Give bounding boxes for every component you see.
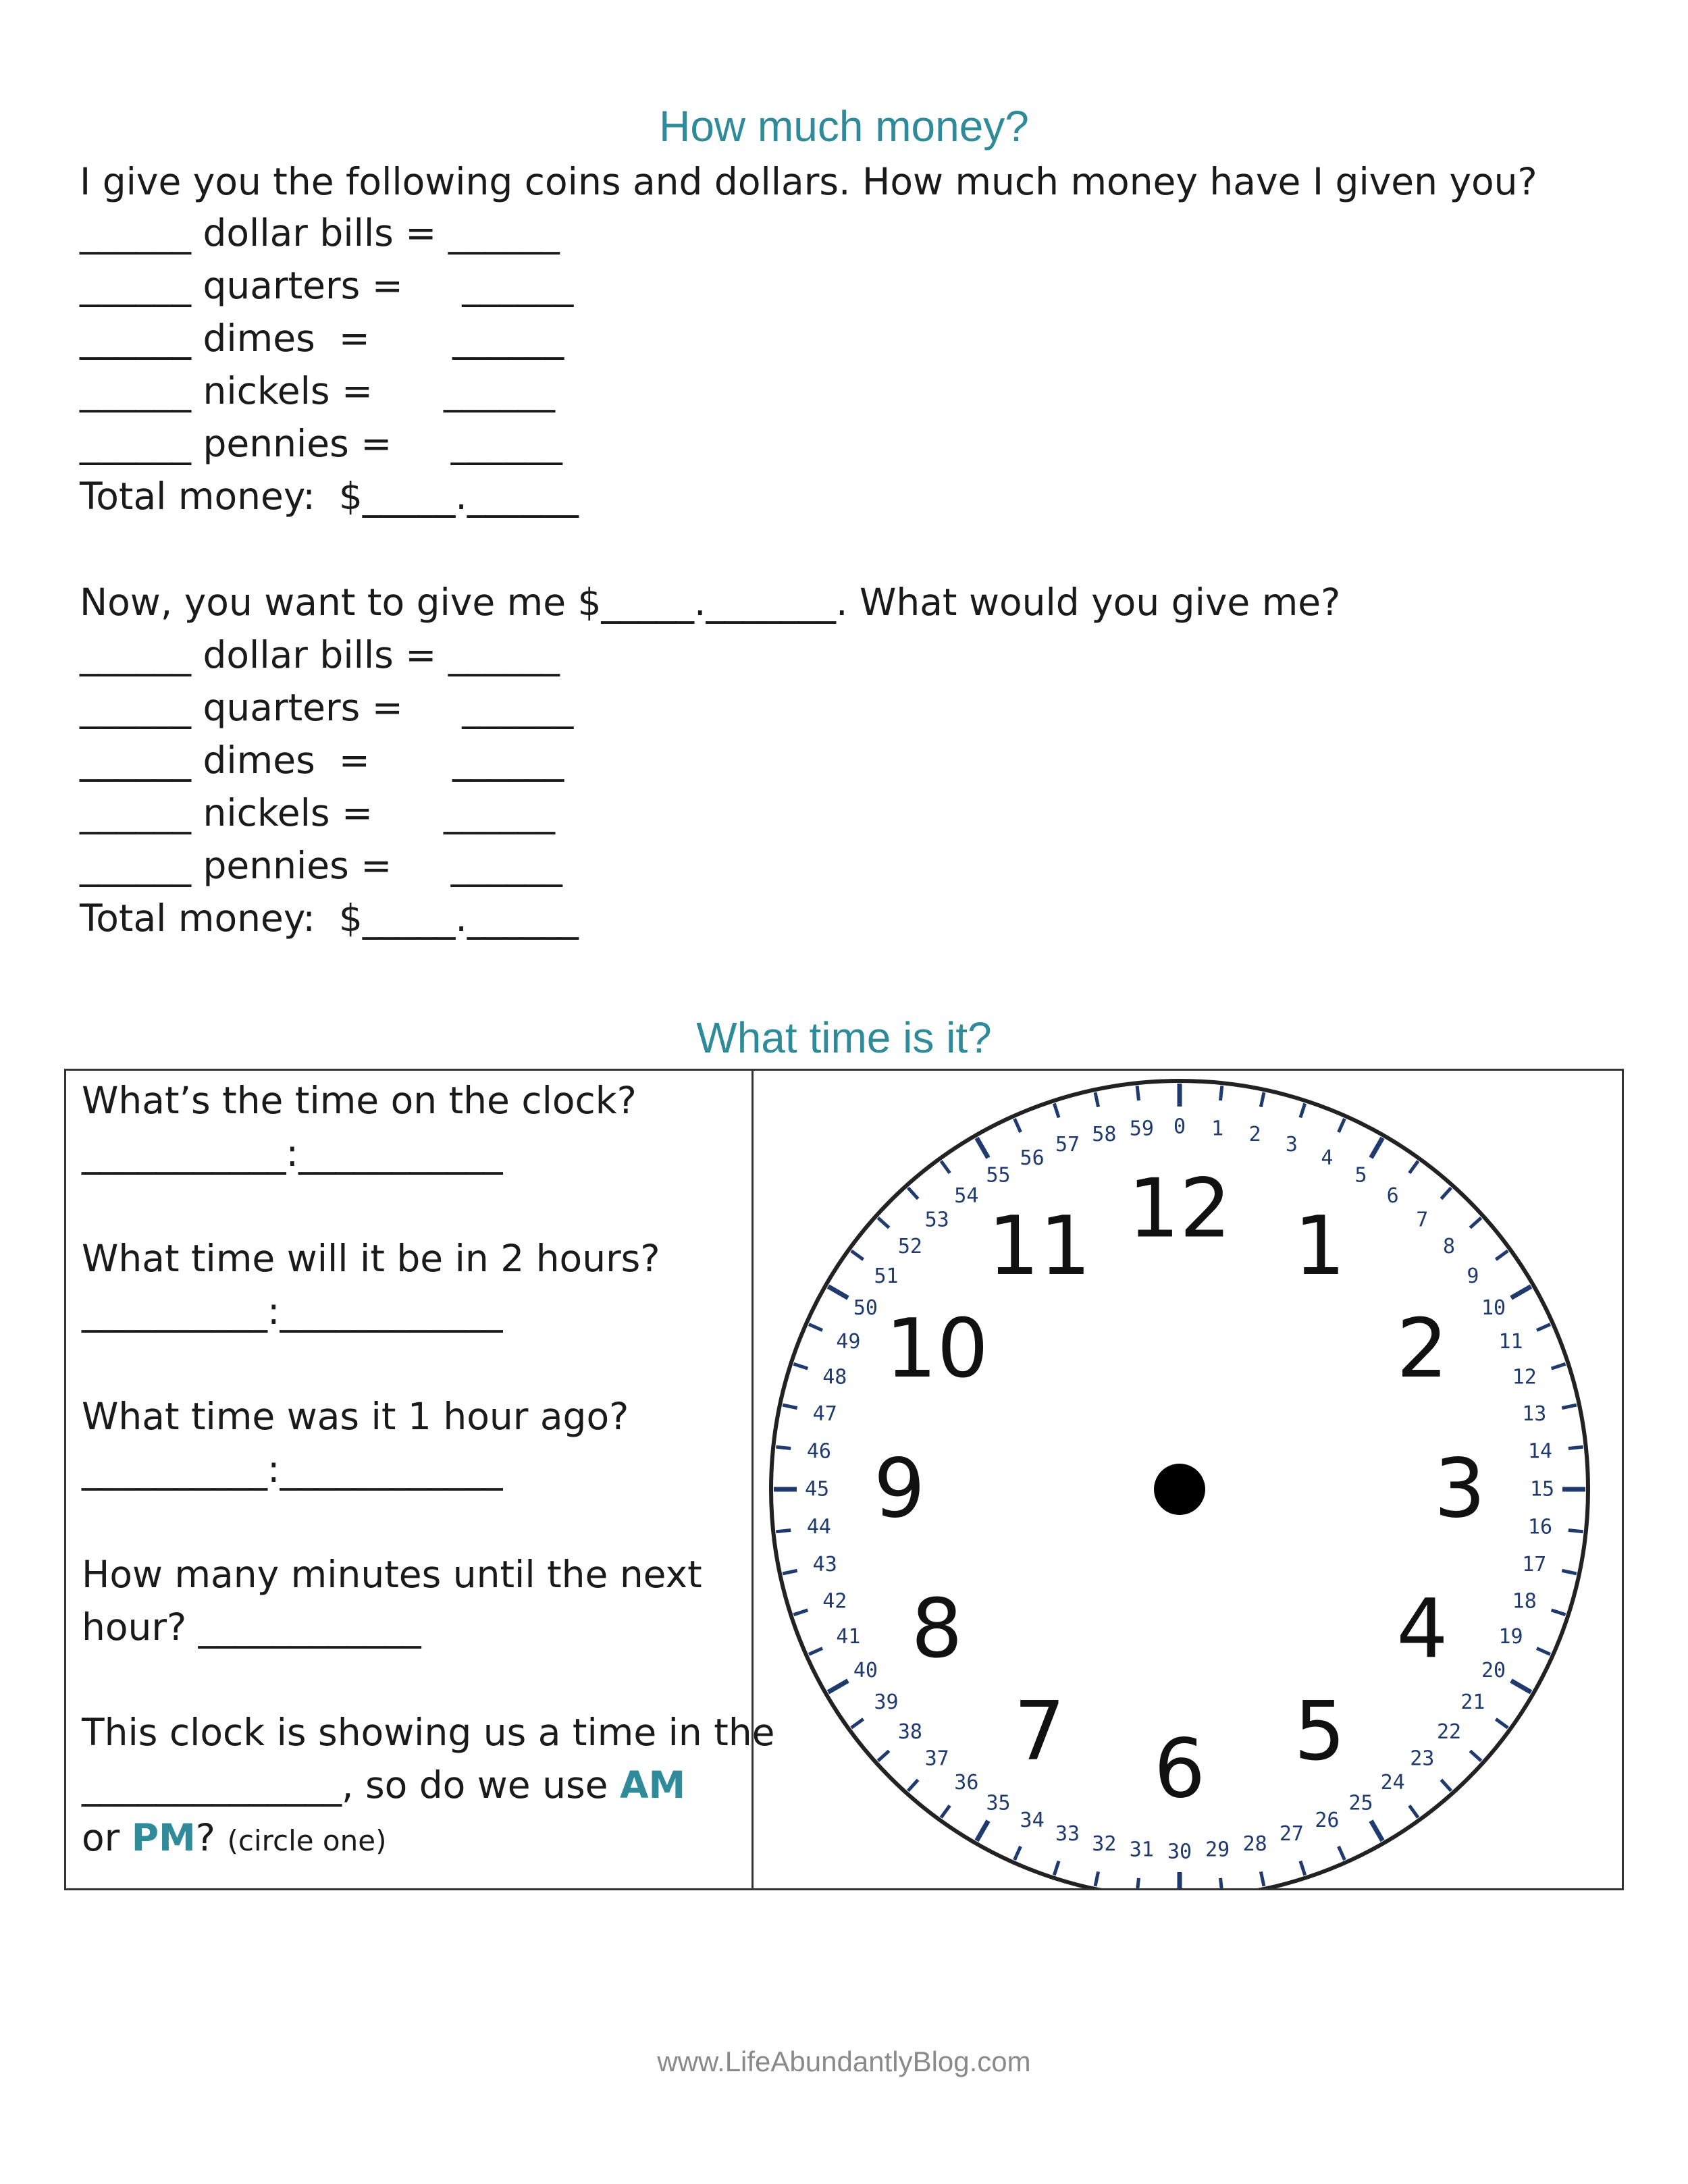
money-row2-nickels: ______ nickels = ______: [80, 791, 555, 834]
minute-number: 48: [822, 1365, 847, 1389]
minute-tick: [1568, 1447, 1583, 1448]
question-mark: ?: [195, 1816, 228, 1859]
footer-url: www.LifeAbundantlyBlog.com: [657, 2046, 1031, 2077]
minute-number: 21: [1460, 1690, 1485, 1715]
clock-center-pin: [1154, 1464, 1205, 1515]
minute-number: 31: [1129, 1838, 1154, 1862]
minute-number: 26: [1315, 1809, 1340, 1833]
answer-blank-1: ___________:___________: [82, 1131, 503, 1175]
hour-number: 3: [1433, 1442, 1486, 1537]
minute-number: 19: [1498, 1624, 1523, 1649]
minute-number: 45: [804, 1477, 830, 1501]
hour-number: 9: [873, 1442, 926, 1537]
minute-number: 58: [1092, 1123, 1117, 1147]
minute-number: 41: [836, 1624, 861, 1649]
minute-number: 18: [1512, 1589, 1537, 1614]
minute-number: 12: [1512, 1365, 1537, 1389]
question-clock-time: What’s the time on the clock?: [82, 1079, 637, 1122]
minute-tick: [1568, 1530, 1583, 1532]
minute-number: 11: [1498, 1330, 1523, 1354]
money-row-nickels: ______ nickels = ______: [80, 369, 555, 412]
minute-number: 47: [812, 1402, 837, 1426]
minute-number: 57: [1055, 1132, 1080, 1156]
ampm-blank: ______________, so do we use: [82, 1763, 620, 1807]
hour-number: 8: [911, 1582, 963, 1676]
minute-number: 30: [1167, 1840, 1192, 1864]
minute-number: 13: [1522, 1402, 1547, 1426]
minute-number: 40: [853, 1659, 878, 1682]
minute-number: 1: [1211, 1117, 1224, 1141]
minute-tick: [776, 1447, 791, 1448]
minute-number: 5: [1354, 1163, 1367, 1188]
minute-number: 22: [1437, 1720, 1462, 1744]
minute-number: 20: [1481, 1659, 1506, 1682]
circle-one-note: (circle one): [227, 1824, 387, 1857]
answer-blank-2: __________:____________: [82, 1289, 503, 1333]
minute-number: 10: [1481, 1296, 1506, 1320]
minute-number: 2: [1248, 1123, 1261, 1147]
minute-number: 49: [836, 1330, 861, 1354]
minute-number: 39: [874, 1690, 899, 1715]
money-row-dollars: ______ dollar bills = ______: [80, 211, 560, 255]
minute-number: 44: [806, 1515, 832, 1539]
minute-number: 9: [1467, 1264, 1479, 1288]
question-hour-ago: What time was it 1 hour ago?: [82, 1395, 629, 1438]
minute-number: 32: [1092, 1832, 1117, 1856]
am-option: AM: [619, 1763, 686, 1807]
time-table: [64, 1069, 1624, 1890]
minute-number: 7: [1416, 1208, 1429, 1232]
money-row2-dimes: ______ dimes = ______: [80, 739, 564, 782]
minute-tick: [1137, 1086, 1138, 1100]
minute-number: 34: [1020, 1809, 1045, 1833]
hour-number: 7: [1013, 1684, 1065, 1779]
clock-face: [754, 1071, 1622, 1888]
minute-number: 6: [1386, 1184, 1399, 1208]
minute-number: 17: [1522, 1553, 1547, 1577]
minute-tick: [1221, 1086, 1222, 1100]
money-total-2: Total money: $_____.______: [80, 897, 579, 940]
question-two-hours: What time will it be in 2 hours?: [82, 1237, 660, 1280]
minute-number: 16: [1527, 1515, 1553, 1539]
money-row-pennies: ______ pennies = ______: [80, 422, 562, 465]
minute-number: 46: [806, 1439, 832, 1464]
minute-number: 54: [954, 1184, 979, 1208]
minute-number: 43: [812, 1553, 837, 1577]
minute-number: 33: [1055, 1822, 1080, 1846]
minute-number: 28: [1242, 1832, 1267, 1856]
money-intro: I give you the following coins and dollars. How much money have I given you?: [80, 160, 1537, 203]
minute-number: 25: [1348, 1791, 1373, 1815]
minute-number: 15: [1529, 1477, 1555, 1501]
minute-number: 52: [897, 1235, 922, 1259]
hour-number: 5: [1294, 1684, 1346, 1779]
question-ampm-line1: This clock is showing us a time in the: [82, 1711, 775, 1754]
question-ampm-line2: [82, 1763, 685, 1807]
minute-number: 59: [1129, 1117, 1154, 1141]
question-minutes-line1: How many minutes until the next: [82, 1553, 702, 1596]
money-row2-pennies: ______ pennies = ______: [80, 844, 562, 887]
minute-number: 23: [1410, 1747, 1435, 1771]
money-row2-quarters: ______ quarters = ______: [80, 686, 574, 729]
minute-number: 24: [1380, 1770, 1405, 1794]
minute-tick: [1137, 1878, 1138, 1888]
minute-number: 8: [1443, 1235, 1456, 1259]
minute-number: 53: [924, 1208, 949, 1232]
minute-number: 36: [954, 1770, 979, 1794]
question-minutes-line2: hour? ____________: [82, 1605, 421, 1649]
money-prompt-2: Now, you want to give me $_____._______. What would you give me?: [80, 581, 1341, 624]
minute-number: 0: [1173, 1115, 1186, 1139]
minute-number: 35: [986, 1791, 1011, 1815]
time-heading: What time is it?: [696, 1013, 992, 1062]
minute-number: 4: [1321, 1146, 1334, 1170]
minute-number: 27: [1279, 1822, 1304, 1846]
or-text: or: [82, 1816, 132, 1859]
question-ampm-line3: [82, 1816, 386, 1859]
minute-number: 38: [897, 1720, 922, 1744]
hour-number: 11: [988, 1200, 1091, 1294]
money-heading: How much money?: [659, 102, 1029, 151]
minute-number: 51: [874, 1264, 899, 1288]
money-row-dimes: ______ dimes = ______: [80, 317, 564, 360]
minute-tick: [776, 1530, 791, 1532]
minute-number: 14: [1527, 1439, 1553, 1464]
minute-number: 50: [853, 1296, 878, 1320]
money-total: Total money: $_____.______: [80, 475, 579, 518]
money-row-quarters: ______ quarters = ______: [80, 264, 574, 307]
minute-number: 29: [1205, 1838, 1230, 1862]
hour-number: 2: [1396, 1302, 1448, 1396]
hour-number: 4: [1396, 1582, 1448, 1676]
minute-number: 3: [1285, 1132, 1298, 1156]
answer-blank-3: __________:____________: [82, 1447, 503, 1491]
minute-number: 56: [1020, 1146, 1045, 1170]
minute-number: 55: [986, 1163, 1011, 1188]
hour-number: 1: [1294, 1200, 1346, 1294]
pm-option: PM: [131, 1816, 196, 1859]
minute-tick: [1221, 1878, 1222, 1888]
money-row2-dollars: ______ dollar bills = ______: [80, 633, 560, 676]
minute-number: 37: [924, 1747, 949, 1771]
hour-number: 12: [1128, 1162, 1232, 1256]
hour-number: 6: [1153, 1722, 1206, 1817]
hour-number: 10: [885, 1302, 988, 1396]
minute-number: 42: [822, 1589, 847, 1614]
